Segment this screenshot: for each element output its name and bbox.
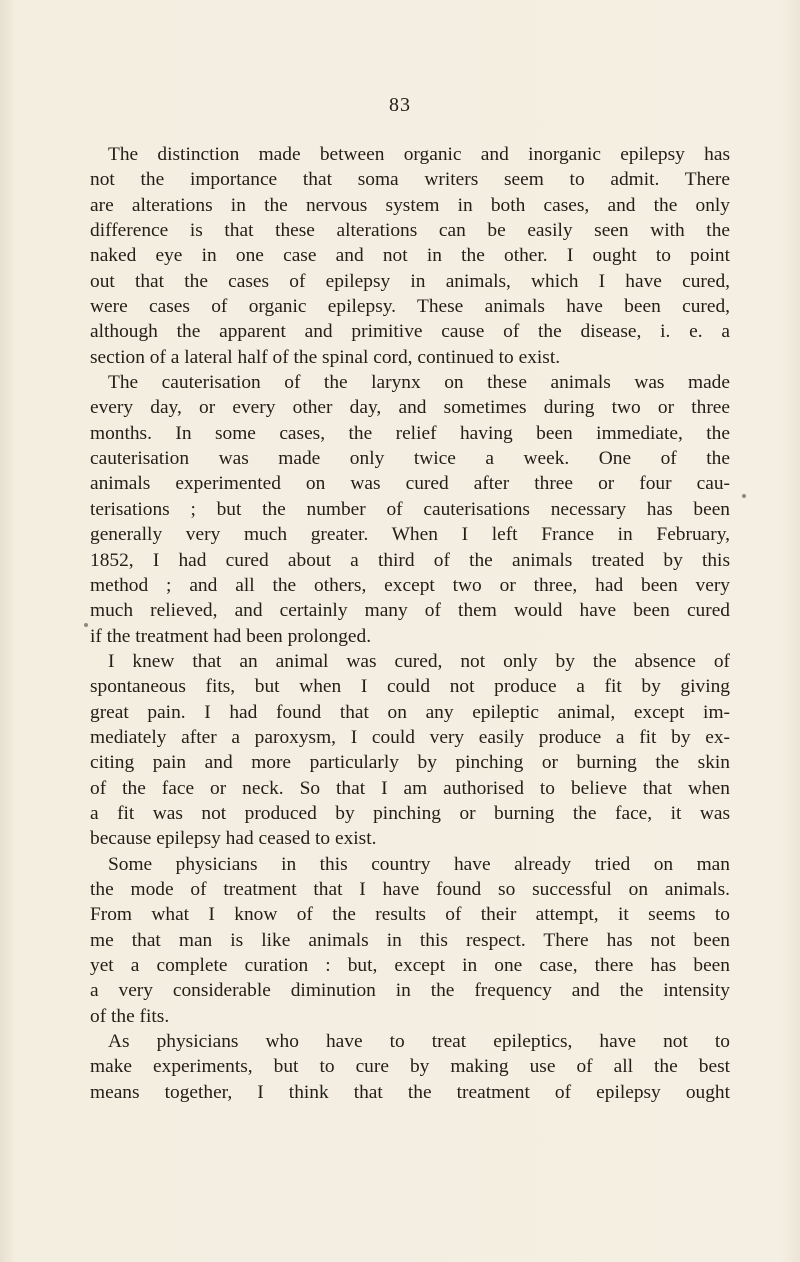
text-line: mediately after a paroxysm, I could very easily produce a fit by ex- xyxy=(90,726,730,748)
text-line: although the apparent and primitive cause of the disease, i. e. a xyxy=(90,321,730,343)
text-line: Some physicians in this country have already tried on man xyxy=(108,853,730,875)
text-line: me that man is like animals in this respect. There has not been xyxy=(90,929,730,951)
text-line: From what I know of the results of their attempt, it seems to xyxy=(90,904,730,926)
text-line: great pain. I had found that on any epileptic animal, except im- xyxy=(90,701,730,723)
text-line: much relieved, and certainly many of them would have been cured xyxy=(90,600,730,622)
text-line: months. In some cases, the relief having been immediate, the xyxy=(90,422,730,444)
text-line: section of a lateral half of the spinal cord, continued to exist. xyxy=(90,346,561,368)
page-number: 83 xyxy=(389,94,411,116)
text-line: if the treatment had been prolonged. xyxy=(90,625,372,647)
text-line: were cases of organic epilepsy. These animals have been cured, xyxy=(90,296,730,318)
text-line: I knew that an animal was cured, not only by the absence of xyxy=(108,650,730,672)
margin-speck xyxy=(742,494,746,498)
text-line: generally very much greater. When I left France in February, xyxy=(90,524,730,546)
text-line: The cauterisation of the larynx on these animals was made xyxy=(108,372,730,394)
text-line: of the face or neck. So that I am authorised to believe that when xyxy=(90,777,730,799)
text-line: yet a complete curation : but, except in one case, there has been xyxy=(90,955,730,976)
text-line: every day, or every other day, and sometimes during two or three xyxy=(90,397,730,419)
margin-speck xyxy=(84,623,88,627)
text-line: make experiments, but to cure by making use of all the best xyxy=(90,1056,730,1078)
text-line: spontaneous fits, but when I could not produce a fit by giving xyxy=(90,676,730,698)
text-line: terisations ; but the number of cauterisations necessary has been xyxy=(90,498,730,520)
text-line: cauterisation was made only twice a week. One of the xyxy=(90,448,730,470)
text-line: not the importance that soma writers seem to admit. There xyxy=(90,169,730,191)
body-text xyxy=(90,142,730,1105)
text-line: out that the cases of epilepsy in animals, which I have cured, xyxy=(90,270,730,292)
text-line: of the fits. xyxy=(90,1005,170,1027)
text-line: The distinction made between organic and inorganic epilepsy has xyxy=(108,144,730,165)
text-line: 1852, I had cured about a third of the animals treated by this xyxy=(90,549,730,571)
text-line: because epilepsy had ceased to exist. xyxy=(90,828,377,850)
text-line: difference is that these alterations can be easily seen with the xyxy=(90,220,730,242)
text-line: method ; and all the others, except two or three, had been very xyxy=(90,574,730,596)
text-line: citing pain and more particularly by pinching or burning the skin xyxy=(90,752,730,774)
text-line: As physicians who have to treat epileptics, have not to xyxy=(108,1031,730,1053)
text-line: means together, I think that the treatment of epilepsy ought xyxy=(90,1081,730,1103)
text-line: a very considerable diminution in the frequency and the intensity xyxy=(90,980,730,1002)
text-line: the mode of treatment that I have found so successful on animals. xyxy=(90,878,730,900)
text-line: are alterations in the nervous system in both cases, and the only xyxy=(90,194,730,216)
text-line: a fit was not produced by pinching or burning the face, it was xyxy=(90,802,730,824)
text-line: naked eye in one case and not in the other. I ought to point xyxy=(90,245,730,267)
text-line: animals experimented on was cured after three or four cau- xyxy=(90,473,730,495)
